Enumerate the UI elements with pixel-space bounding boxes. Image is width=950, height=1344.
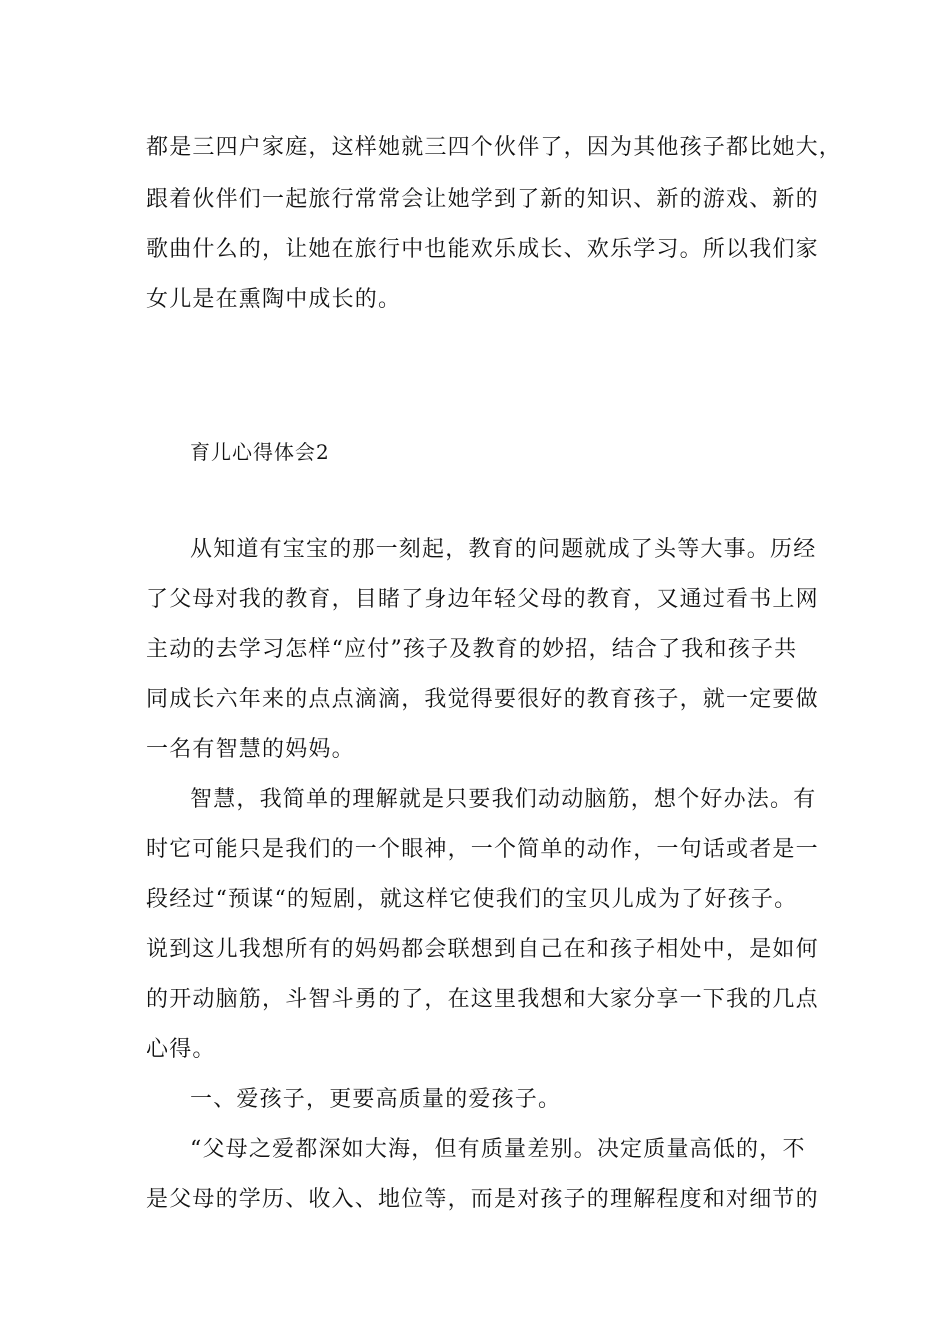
text-line: 心得。: [146, 1037, 216, 1062]
text-line: 跟着伙伴们一起旅行常常会让她学到了新的知识、新的游戏、新的: [146, 187, 819, 212]
text-line: 的开动脑筋，斗智斗勇的了，在这里我想和大家分享一下我的几点: [146, 987, 819, 1012]
text-line: 女儿是在熏陶中成长的。: [146, 287, 402, 312]
text-line: 同成长六年来的点点滴滴，我觉得要很好的教育孩子，就一定要做: [146, 687, 819, 712]
text-line: 从知道有宝宝的那一刻起，教育的问题就成了头等大事。历经: [190, 537, 817, 562]
text-line: 是父母的学历、收入、地位等，而是对孩子的理解程度和对细节的: [146, 1187, 819, 1212]
text-line: “父母之爱都深如大海，但有质量差别。决定质量高低的，不: [190, 1137, 806, 1162]
text-line: 时它可能只是我们的一个眼神，一个简单的动作，一句话或者是一: [146, 837, 819, 862]
point-1-heading: 一、爱孩子，更要高质量的爱孩子。: [190, 1087, 562, 1112]
text-line: 一名有智慧的妈妈。: [146, 737, 355, 762]
text-line: 说到这儿我想所有的妈妈都会联想到自己在和孩子相处中，是如何: [146, 937, 819, 962]
text-line: 都是三四户家庭，这样她就三四个伙伴了，因为其他孩子都比她大，: [146, 135, 843, 160]
section-title: 育儿心得体会2: [190, 440, 330, 464]
text-line: 主动的去学习怎样“应付”孩子及教育的妙招，结合了我和孩子共: [146, 637, 798, 662]
text-line: 段经过“预谋“的短剧，就这样它使我们的宝贝儿成为了好孩子。: [146, 887, 798, 912]
text-line: 了父母对我的教育，目睹了身边年轻父母的教育，又通过看书上网: [146, 587, 819, 612]
text-line: 歌曲什么的，让她在旅行中也能欢乐成长、欢乐学习。所以我们家: [146, 237, 819, 262]
text-line: 智慧，我简单的理解就是只要我们动动脑筋，想个好办法。有: [190, 787, 817, 812]
